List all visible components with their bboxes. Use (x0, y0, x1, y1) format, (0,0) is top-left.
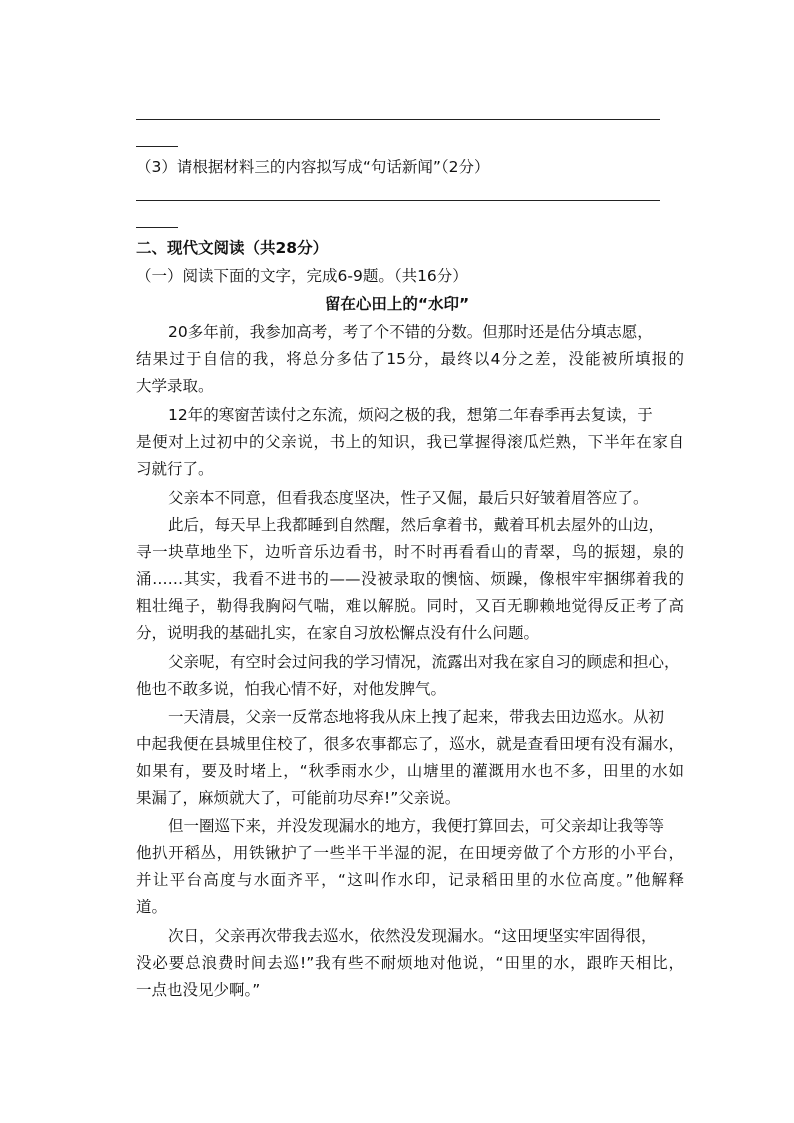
article-line: 此后，每天早上我都睡到自然醒，然后拿着书，戴着耳机去屋外的山边， (168, 516, 665, 534)
answer-line-tail (136, 146, 178, 147)
article-line: 12年的寒窗苦读付之东流，烦闷之极的我，想第二年春季再去复读，于 (168, 406, 653, 424)
article-line: 父亲本不同意，但看我态度坚决，性子又倔，最后只好皱着眉答应了。 (168, 489, 649, 507)
article-line: 大学录取。 (136, 377, 214, 395)
article-line: 没必要总浪费时间去巡!”我有些不耐烦地对他说，“田里的水，跟昨天相比， (136, 954, 684, 972)
article-line: 但一圈巡下来，并没发现漏水的地方，我便打算回去，可父亲却让我等等 (168, 817, 665, 835)
section-heading: 二、现代文阅读（共28分） (136, 239, 329, 257)
article-line: 道。 (136, 898, 168, 916)
article-line: 如果有，要及时堵上，“秋季雨水少，山塘里的灌溉用水也不多，田里的水如 (136, 762, 684, 780)
article-line: 20多年前，我参加高考，考了个不错的分数。但那时还是估分填志愿， (168, 323, 653, 341)
article-line: 涌……其实，我看不进书的——没被录取的懊恼、烦躁，像根牢牢捆绑着我的 (136, 570, 684, 588)
article-line: 果漏了，麻烦就大了，可能前功尽弃!”父亲说。 (136, 789, 461, 807)
article-line: 一点也没见少啊。” (136, 981, 261, 999)
answer-line-tail (136, 227, 178, 228)
question-3-prompt: （3）请根据材料三的内容拟写成“句话新闻”（2分） (136, 158, 490, 176)
article-line: 父亲呢，有空时会过问我的学习情况，流露出对我在家自习的顾虑和担心， (168, 653, 680, 671)
article-line: 分，说明我的基础扎实，在家自习放松懈点没有什么问题。 (136, 624, 540, 642)
article-line: 粗壮绳子，勒得我胸闷气喘，难以解脱。同时，又百无聊赖地觉得反正考了高 (136, 597, 684, 615)
article-line: 是便对上过初中的父亲说，书上的知识，我已掌握得滚瓜烂熟，下半年在家自 (136, 433, 684, 451)
article-line: 一天清晨，父亲一反常态地将我从床上拽了起来，带我去田边巡水。从初 (168, 708, 665, 726)
article-line: 他也不敢多说，怕我心情不好，对他发脾气。 (136, 680, 447, 698)
article-line: 习就行了。 (136, 460, 214, 478)
article-line: 并让平台高度与水面齐平，“这叫作水印，记录稻田里的水位高度。”他解释 (136, 871, 684, 889)
article-line: 中起我便在县城里住校了，很多农事都忘了，巡水，就是查看田埂有没有漏水， (136, 735, 684, 753)
article-line: 结果过于自信的我，将总分多估了15分，最终以4分之差，没能被所填报的 (136, 350, 684, 368)
answer-line (136, 200, 660, 201)
article-title: 留在心田上的“水印” (324, 295, 470, 313)
section-subheading: （一）阅读下面的文字，完成6-9题。（共16分） (136, 267, 468, 285)
article-line: 他扒开稻丛，用铁锹护了一些半干半湿的泥，在田埂旁做了个方形的小平台， (136, 844, 684, 862)
answer-line (136, 119, 660, 120)
article-line: 次日，父亲再次带我去巡水，依然没发现漏水。“这田埂坚实牢固得很， (168, 927, 657, 945)
article-line: 寻一块草地坐下，边听音乐边看书，时不时再看看山的青翠，鸟的振翅，泉的 (136, 543, 684, 561)
